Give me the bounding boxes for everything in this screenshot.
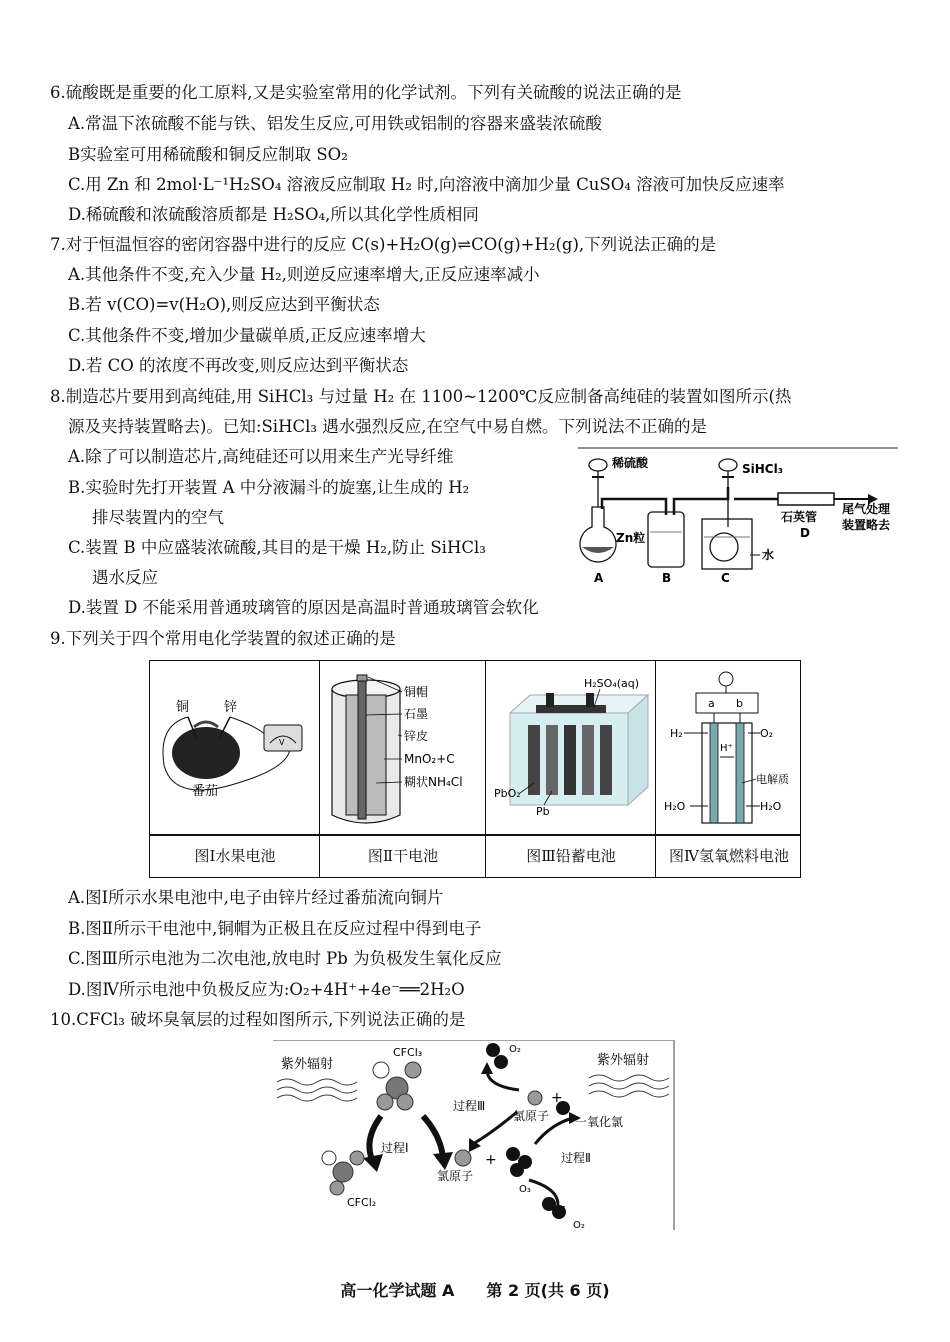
fig2-caption: 图Ⅱ干电池 [367, 847, 439, 865]
q9-option-b: B.图Ⅱ所示干电池中,铜帽为正极且在反应过程中得到电子 [68, 919, 482, 938]
label-uv-left: 紫外辐射 [281, 1057, 334, 1072]
q6-stem: 6.硫酸既是重要的化工原料,又是实验室常用的化学试剂。下列有关硫酸的说法正确的是 [50, 83, 682, 102]
label-h2so4: H₂SO₄(aq) [584, 677, 640, 690]
label-tail2: 装置略去 [842, 518, 891, 532]
label-cu: 铜 [176, 700, 190, 715]
label-zn: Zn粒 [616, 531, 646, 545]
q8-option-c-line2: 遇水反应 [92, 568, 158, 587]
label-b: B [662, 571, 672, 585]
q9-option-a: A.图Ⅰ所示水果电池中,电子由锌片经过番茄流向铜片 [68, 888, 444, 907]
q6-option-c: C.用 Zn 和 2mol·L⁻¹H₂SO₄ 溶液反应制取 H₂ 时,向溶液中滴加少量 CuSO₄ 溶液可加快反应速率 [68, 175, 785, 194]
label-zinc-shell: 锌皮 [404, 729, 429, 743]
label-mno2: MnO₂+C [404, 752, 455, 766]
label-v: V [279, 738, 285, 747]
label-pbo2: PbO₂ [494, 787, 521, 800]
plus-2: + [551, 1090, 563, 1106]
q8-apparatus-figure [578, 447, 898, 587]
label-process-1: 过程Ⅰ [381, 1141, 409, 1155]
label-graphite: 石墨 [404, 707, 429, 721]
page-footer: 高一化学试题 A 第 2 页(共 6 页) [340, 1281, 610, 1300]
label-dilute-acid: 稀硫酸 [612, 456, 649, 470]
q8-option-b-line2: 排尽装置内的空气 [92, 508, 224, 527]
label-a: A [594, 571, 604, 585]
q9-figure-table [149, 660, 801, 878]
label-quartz: 石英管 [781, 510, 818, 524]
q7-option-c: C.其他条件不变,增加少量碳单质,正反应速率增大 [68, 326, 426, 345]
label-uv-right: 紫外辐射 [597, 1053, 650, 1068]
q6-option-a: A.常温下浓硫酸不能与铁、铝发生反应,可用铁或铝制的容器来盛装浓硫酸 [68, 114, 602, 133]
label-clo: 一氧化氯 [575, 1115, 624, 1129]
label-copper-cap: 铜帽 [404, 685, 429, 699]
ozone-depletion-figure [273, 1040, 677, 1232]
q7-option-b: B.若 v(CO)=v(H₂O),则反应达到平衡状态 [68, 295, 380, 314]
label-process-2: 过程Ⅱ [561, 1151, 591, 1165]
label-electrolyte: 电解质 [756, 773, 789, 786]
label-sihcl3: SiHCl₃ [742, 462, 783, 476]
label-b: b [736, 697, 743, 710]
q6-option-d: D.稀硫酸和浓硫酸溶质都是 H₂SO₄,所以其化学性质相同 [68, 205, 479, 224]
label-tomato: 番茄 [192, 784, 219, 799]
label-o2-bottom: O₂ [573, 1220, 585, 1231]
fig4-caption: 图Ⅳ氢氧燃料电池 [669, 847, 789, 865]
q7-stem: 7.对于恒温恒容的密闭容器中进行的反应 C(s)+H₂O(g)⇌CO(g)+H₂(g),下列说法正确的是 [50, 235, 717, 254]
q7-option-d: D.若 CO 的浓度不再改变,则反应达到平衡状态 [68, 356, 409, 375]
label-cfcl2: CFCl₂ [347, 1196, 377, 1209]
label-h2o-right: H₂O [760, 800, 782, 813]
label-zn: 锌 [224, 700, 238, 715]
q8-option-c-line1: C.装置 B 中应盛装浓硫酸,其目的是干燥 H₂,防止 SiHCl₃ [68, 538, 486, 557]
dry-cell-figure [324, 665, 484, 830]
q8-option-a: A.除了可以制造芯片,高纯硅还可以用来生产光导纤维 [68, 447, 454, 466]
label-h2o-left: H₂O [664, 800, 686, 813]
label-nh4cl: 糊状NH₄Cl [404, 775, 463, 789]
label-o3: O₃ [519, 1184, 531, 1195]
q9-option-c: C.图Ⅲ所示电池为二次电池,放电时 Pb 为负极发生氧化反应 [68, 949, 502, 968]
q6-option-b: B实验室可用稀硫酸和铜反应制取 SO₂ [68, 145, 348, 164]
label-h2: H₂ [670, 727, 683, 740]
q9-stem: 9.下列关于四个常用电化学装置的叙述正确的是 [50, 629, 396, 648]
label-a: a [708, 697, 715, 710]
label-process-3: 过程Ⅲ [453, 1099, 486, 1113]
fruit-battery-figure [154, 665, 316, 830]
label-water: 水 [762, 548, 775, 562]
q10-stem: 10.CFCl₃ 破坏臭氧层的过程如图所示,下列说法正确的是 [50, 1010, 466, 1029]
q7-option-a: A.其他条件不变,充入少量 H₂,则逆反应速率增大,正反应速率减小 [68, 265, 540, 284]
q8-stem-line2: 源及夹持装置略去)。已知:SiHCl₃ 遇水强烈反应,在空气中易自燃。下列说法不正确的是 [68, 417, 707, 436]
q9-option-d: D.图Ⅳ所示电池中负极反应为:O₂+4H⁺+4e⁻══2H₂O [68, 980, 465, 999]
fig1-caption: 图Ⅰ水果电池 [194, 847, 276, 865]
label-hplus: H⁺ [720, 743, 733, 754]
plus-1: + [485, 1152, 497, 1168]
label-o2: O₂ [760, 727, 774, 740]
label-cl-atom-2: 氯原子 [513, 1109, 550, 1123]
label-pb: Pb [536, 805, 550, 818]
lead-battery-figure [490, 665, 652, 830]
label-cl-atom-1: 氯原子 [437, 1169, 474, 1183]
label-d: D [800, 526, 810, 540]
label-c: C [721, 571, 730, 585]
label-cfcl3: CFCl₃ [393, 1046, 423, 1059]
label-tail1: 尾气处理 [842, 502, 891, 516]
label-o2-top: O₂ [509, 1044, 521, 1055]
q8-option-b-line1: B.实验时先打开装置 A 中分液漏斗的旋塞,让生成的 H₂ [68, 478, 470, 497]
fig3-caption: 图Ⅲ铅蓄电池 [526, 847, 616, 865]
q8-option-d: D.装置 D 不能采用普通玻璃管的原因是高温时普通玻璃管会软化 [68, 598, 539, 617]
fuel-cell-figure [660, 665, 800, 830]
q8-stem-line1: 8.制造芯片要用到高纯硅,用 SiHCl₃ 与过量 H₂ 在 1100~1200℃反应制备高纯硅的装置如图所示(热 [50, 387, 792, 406]
